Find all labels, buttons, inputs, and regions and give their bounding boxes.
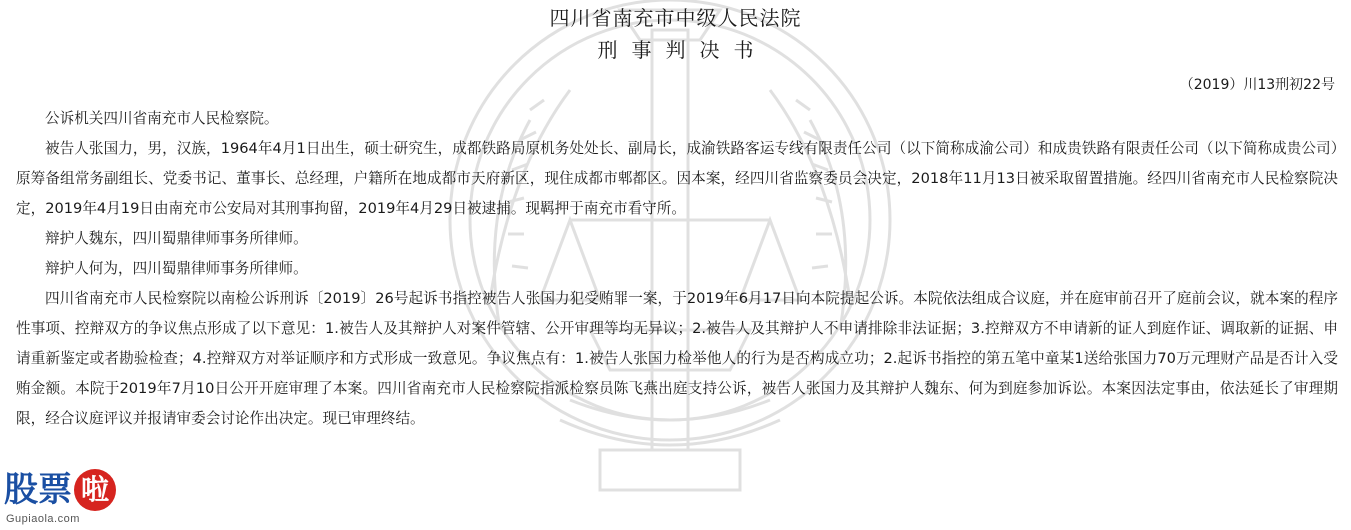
watermark-char: 票: [38, 470, 72, 510]
paragraph-defender-1: 辩护人魏东，四川蜀鼎律师事务所律师。: [45, 230, 308, 247]
paragraph-defendant: 被告人张国力，男，汉族，1964年4月1日出生，硕士研究生，成都铁路局原机务处处长、副局长，成渝铁路客运专线有限责任公司（以下简称成渝公司）和成贵铁路有限责任公司（以下简称成贵公司）原筹备组常务副组长、党委书记、董事长、总经理，户籍所在地成都市天府新区，现住成都市郫都区。因本案，经四川省监察委员会决定，2018年11月13日被采取留置措施。经四川省南充市人民检察院决定，2019年4月19日由南充市公安局对其刑事拘留，2019年4月29日被逮捕。现羁押于南充市看守所。: [16, 140, 1338, 217]
case-number: （2019）川13刑初22号: [1179, 77, 1335, 93]
paragraph-proceedings: 四川省南充市人民检察院以南检公诉刑诉〔2019〕26号起诉书指控被告人张国力犯受贿罪一案，于2019年6月17日向本院提起公诉。本院依法组成合议庭，并在庭审前召开了庭前会议，就本案的程序性事项、控辩双方的争议焦点形成了以下意见：1.被告人及其辩护人对案件管辖、公开审理等均无异议；2.被告人及其辩护人不申请排除非法证据；3.控辩双方不申请新的证人到庭作证、调取新的证据、申请重新鉴定或者勘验检查；4.控辩双方对举证顺序和方式形成一致意见。争议焦点有：1.被告人张国力检举他人的行为是否构成立功；2.起诉书指控的第五笔中童某1送给张国力70万元理财产品是否计入受贿金额。本院于2019年7月10日公开开庭审理了本案。四川省南充市人民检察院指派检察员陈飞燕出庭支持公诉，被告人张国力及其辩护人魏东、何为到庭参加诉讼。本案因法定事由，依法延长了审理期限，经合议庭评议并报请审委会讨论作出决定。现已审理终结。: [16, 290, 1338, 427]
site-watermark-logo: [4, 470, 124, 530]
document-type-title: 刑事判决书: [597, 38, 768, 62]
watermark-char: 股: [4, 470, 38, 510]
paragraph-defender-2: 辩护人何为，四川蜀鼎律师事务所律师。: [45, 260, 308, 277]
document-body: [16, 104, 1338, 434]
paragraph-prosecutor: 公诉机关四川省南充市人民检察院。: [45, 110, 279, 127]
watermark-url: Gupiaola.com: [6, 513, 80, 525]
court-name: 四川省南充市中级人民法院: [549, 6, 802, 30]
watermark-char-badge: 啦: [74, 469, 116, 511]
